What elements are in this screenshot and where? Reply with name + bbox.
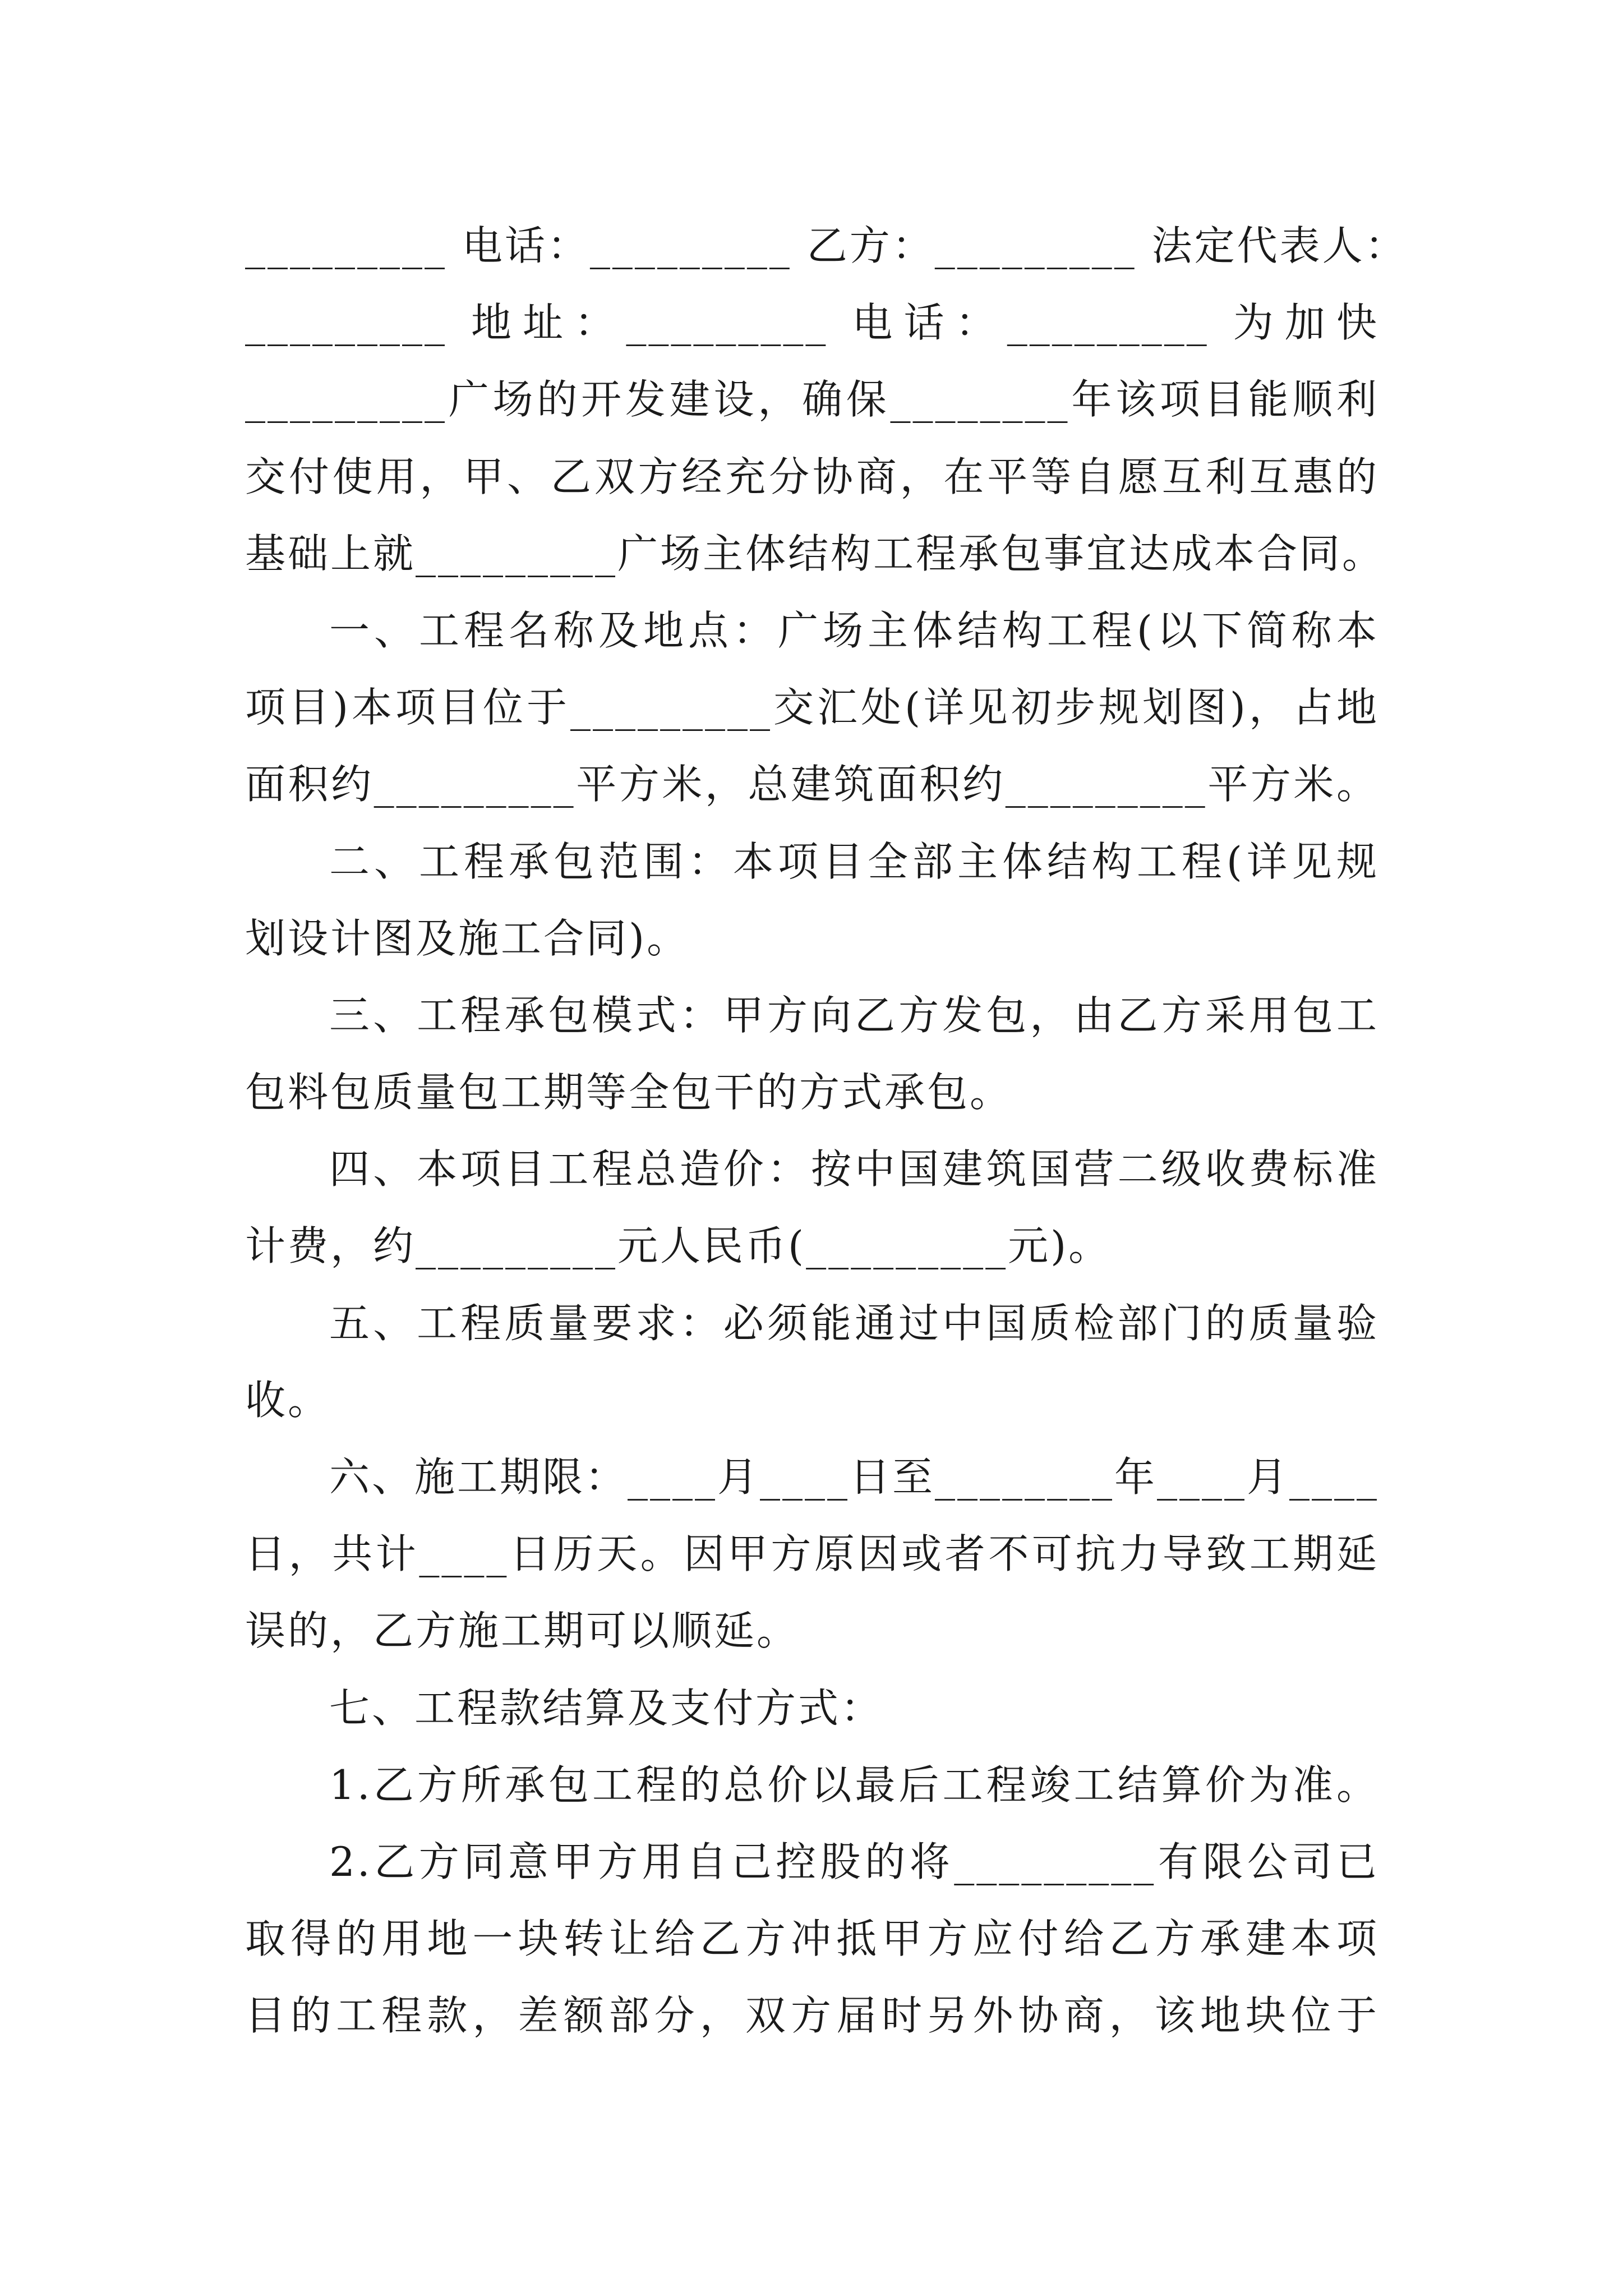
text-line: 交付使用，甲、乙双方经充分协商，在平等自愿互利互惠的 [245, 453, 1379, 500]
text-line: 取得的用地一块转让给乙方冲抵甲方应付给乙方承建本项 [245, 1915, 1379, 1963]
text-line: 收。 [245, 1376, 331, 1424]
text-line: 三、工程承包模式：甲方向乙方发包，由乙方采用包工 [329, 991, 1379, 1039]
text-line: 项目)本项目位于_________交汇处(详见初步规划图)，占地 [245, 684, 1379, 731]
text-line: 误的，乙方施工期可以顺延。 [245, 1607, 800, 1655]
text-line: 日，共计____日历天。因甲方原因或者不可抗力导致工期延 [245, 1530, 1379, 1578]
text-line: 一、工程名称及地点：广场主体结构工程(以下简称本 [329, 606, 1379, 654]
text-line: 四、本项目工程总造价：按中国建筑国营二级收费标准 [329, 1145, 1379, 1193]
text-line: 七、工程款结算及支付方式： [329, 1684, 884, 1732]
text-line: 2.乙方同意甲方用自己控股的将_________有限公司已 [329, 1838, 1379, 1885]
text-line: 计费，约_________元人民币(_________元)。 [245, 1222, 1112, 1270]
text-line: 基础上就_________广场主体结构工程承包事宜达成本合同。 [245, 530, 1385, 577]
text-line: 1.乙方所承包工程的总价以最后工程竣工结算价为准。 [329, 1761, 1379, 1809]
text-line: 目的工程款，差额部分，双方届时另外协商，该地块位于 [245, 1992, 1379, 2040]
text-line: _________ 电话：_________ 乙方：_________ 法定代表人： [245, 222, 1408, 269]
text-line: _________广场的开发建设，确保________年该项目能顺利 [245, 376, 1379, 424]
text-line: 面积约_________平方米，总建筑面积约_________平方米。 [245, 761, 1379, 808]
text-line: 六、施工期限：____月____日至________年____月____ [329, 1453, 1380, 1501]
text-line: 包料包质量包工期等全包干的方式承包。 [245, 1069, 1013, 1116]
text-line: 划设计图及施工合同)。 [245, 914, 690, 962]
contract-body [245, 208, 1408, 2055]
text-line: 二、工程承包范围：本项目全部主体结构工程(详见规 [329, 838, 1379, 885]
text-line: 五、工程质量要求：必须能通过中国质检部门的质量验 [329, 1299, 1379, 1347]
text-line: _________ 地址：_________ 电话：_________ 为加快 [245, 299, 1379, 347]
